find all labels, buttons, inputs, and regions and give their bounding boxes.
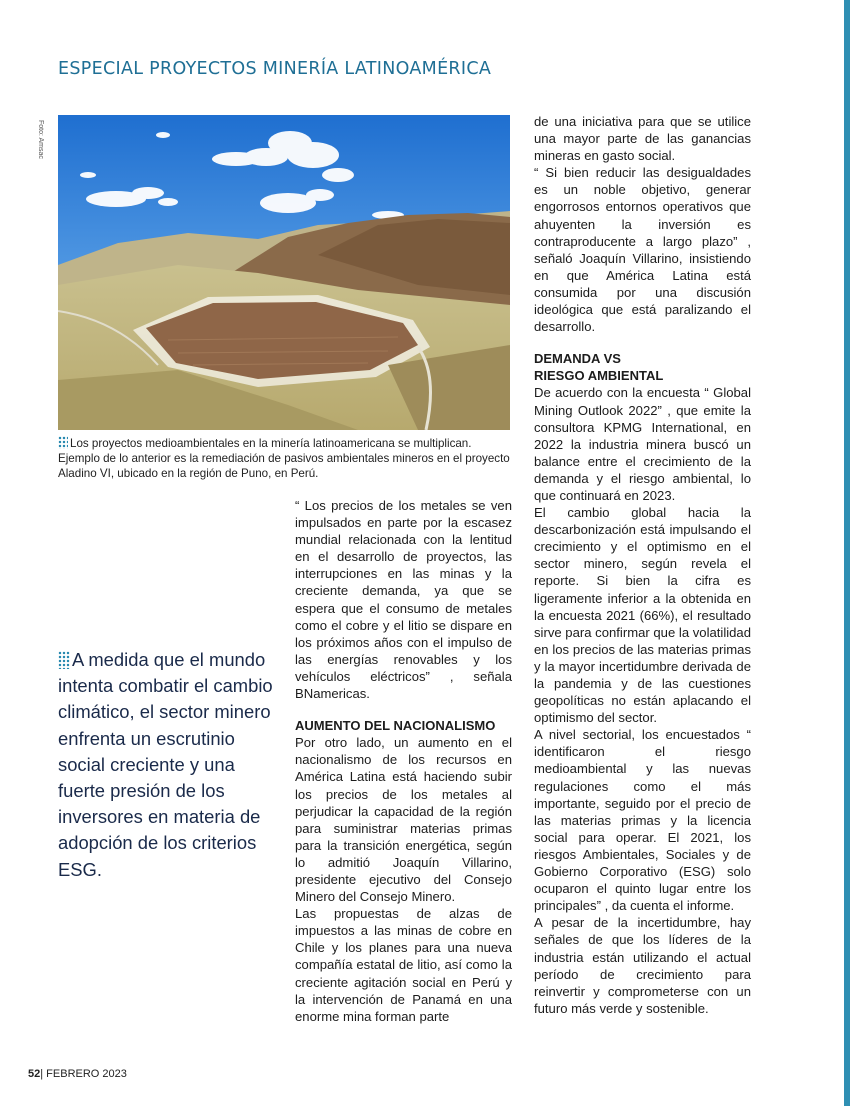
paragraph: “ Si bien reducir las desigualdades es un noble objetivo, generar engorrosos entornos operativos que ahuyenten la inversión es contraproducente a largo plazo” , señaló Joaquín Villarino, insistiendo en que América Latina está consumida por una discusión ideológica que está paralizando el desarrollo. xyxy=(534,165,751,335)
pull-quote xyxy=(58,647,278,883)
mine-remediation-photo xyxy=(58,115,510,430)
page-number: 52 xyxy=(28,1068,41,1080)
subheading-demanda xyxy=(534,350,751,384)
paragraph: Por otro lado, un aumento en el nacionalismo de los recursos en América Latina está haciendo subir los precios de los metales al perjudicar la capacidad de la región para suministrar materias primas para la transición energética, según lo admitió Joaquín Villarino, presidente ejecutivo del Consejo Minero del Consejo Minero. xyxy=(295,735,512,905)
dotted-arrow-icon xyxy=(58,436,68,449)
paragraph: El cambio global hacia la descarbonización está impulsando el crecimiento y el optimismo en el sector minero, según revela el reporte. Si bien la cifra es ligeramente inferior a la obtenida en la encuesta 2021 (66%), el resultado sirve para confirmar que la volatilidad en los precios de las materias primas y la mayor incertidumbre derivada de la pandemia y de las cuestiones geopolíticas no están aplacando el optimismo del sector. xyxy=(534,505,751,726)
dotted-arrow-icon xyxy=(58,651,70,669)
page-folio xyxy=(28,1068,127,1080)
paragraph: A nivel sectorial, los encuestados “ identificaron el riesgo medioambiental y las nuevas regulaciones como el más importante, seguido por el precio de las materias primas y la licencia social para operar. El 2021, los riesgos Ambientales, Sociales y de Gobierno Corporativo (ESG) solo ocuparon el quinto lugar entre los principales” , da cuenta el informe. xyxy=(534,727,751,914)
caption-text: Los proyectos medioambientales en la minería latinoamericana se multiplican. Ejemplo de lo anterior es la remediación de pasivos ambientales mineros en el proyecto Aladino VI, ubicado en la región de Puno, en Perú. xyxy=(58,437,510,480)
paragraph: Las propuestas de alzas de impuestos a las minas de cobre en Chile y los planes para una nueva compañía estatal de litio, así como la creciente agitación social en Perú y la intervención de Panamá en una enorme mina forman parte xyxy=(295,906,512,1024)
subheading-line: RIESGO AMBIENTAL xyxy=(534,368,664,384)
issue-date: FEBRERO 2023 xyxy=(46,1068,127,1080)
article-column-right xyxy=(534,113,751,1017)
subheading-line: DEMANDA VS xyxy=(534,351,621,367)
photo-credit: Foto: Amsac xyxy=(37,120,44,159)
photo-caption xyxy=(58,436,514,481)
paragraph: A pesar de la incertidumbre, hay señales de que los líderes de la industria están utilizando el actual período de crecimiento para reinvertir y comprometerse con un futuro más verde y sostenible. xyxy=(534,915,751,1016)
subheading-nacionalismo: AUMENTO DEL NACIONALISMO xyxy=(295,718,496,734)
pull-quote-text: A medida que el mundo intenta combatir el cambio climático, el sector minero enfrenta un escrutinio social creciente y una fuerte presión de los inversores en materia de adopción de los criterios ESG. xyxy=(58,649,273,880)
page-edge-bar xyxy=(844,0,850,1106)
section-title: ESPECIAL PROYECTOS MINERÍA LATINOAMÉRICA xyxy=(58,59,492,79)
paragraph: De acuerdo con la encuesta “ Global Mining Outlook 2022” , que emite la consultora KPMG International, en 2022 la industria minera buscó un balance entre el crecimiento de la demanda y el riesgo ambiental, lo que continuará en 2023. xyxy=(534,385,751,503)
folio-separator: | xyxy=(40,1068,44,1080)
paragraph: “ Los precios de los metales se ven impulsados en parte por la escasez mundial relacionada con la lentitud en el desarrollo de proyectos, las interrupciones en las minas y la creciente demanda, ya que se espera que el consumo de metales como el cobre y el litio se dispare en los próximos años con el impulso de las energías renovables y los vehículos eléctricos” , señala BNamericas. xyxy=(295,498,512,702)
paragraph: de una iniciativa para que se utilice una mayor parte de las ganancias mineras en gasto social. xyxy=(534,114,751,164)
article-column-middle xyxy=(295,497,512,1025)
